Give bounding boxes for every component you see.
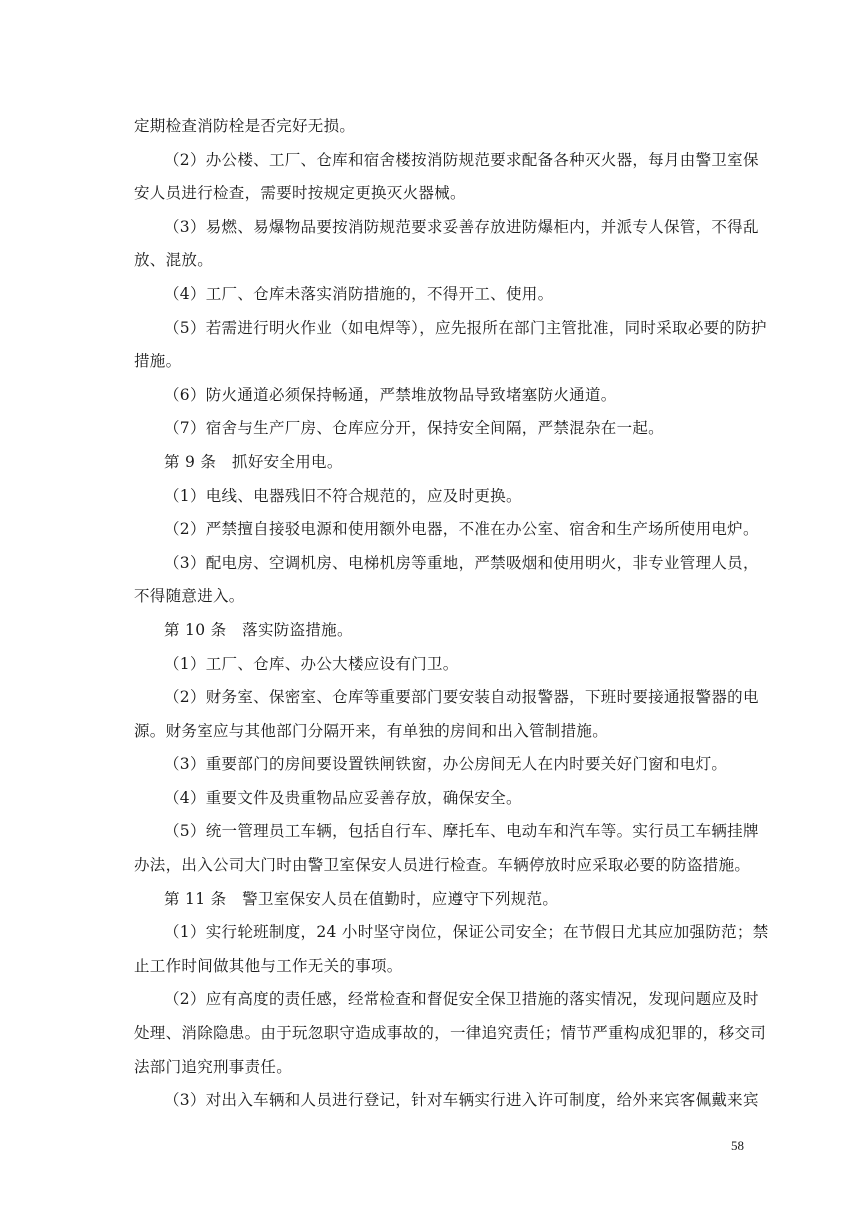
text-line: 定期检查消防栓是否完好无损。 (134, 117, 356, 135)
text-line: （7）宿舍与生产厂房、仓库应分开，保持安全间隔，严禁混杂在一起。 (164, 419, 664, 438)
text-line: 第 10 条 落实防盗措施。 (164, 620, 353, 639)
text-line: 不得随意进入。 (134, 587, 245, 606)
text-line: （5）统一管理员工车辆，包括自行车、摩托车、电动车和汽车等。实行员工车辆挂牌 (164, 822, 759, 841)
text-line: （5）若需进行明火作业（如电焊等），应先报所在部门主管批准，同时采取必要的防护 (164, 318, 767, 337)
text-line: （1）实行轮班制度，24 小时坚守岗位，保证公司安全；在节假日尤其应加强防范；禁 (164, 923, 769, 942)
text-line: （2）办公楼、工厂、仓库和宿舍楼按消防规范要求配备各种灭火器，每月由警卫室保 (164, 150, 759, 169)
text-line: 处理、消除隐患。由于玩忽职守造成事故的，一律追究责任；情节严重构成犯罪的，移交司 (134, 1024, 767, 1043)
text-line: （4）重要文件及贵重物品应妥善存放，确保安全。 (164, 788, 522, 807)
text-line: （3）对出入车辆和人员进行登记，针对车辆实行进入许可制度，给外来宾客佩戴来宾 (164, 1091, 759, 1110)
text-line: 第 11 条 警卫室保安人员在值勤时，应遵守下列规范。 (164, 889, 559, 908)
text-line: 安人员进行检查，需要时按规定更换灭火器械。 (134, 184, 466, 203)
text-line: 法部门追究刑事责任。 (134, 1057, 293, 1076)
text-line: （1）电线、电器残旧不符合规范的，应及时更换。 (164, 486, 522, 505)
text-line: 办法，出入公司大门时由警卫室保安人员进行检查。车辆停放时应采取必要的防盗措施。 (134, 856, 751, 875)
text-line: （4）工厂、仓库未落实消防措施的，不得开工、使用。 (164, 284, 554, 303)
page-number: 58 (731, 1138, 744, 1153)
text-line: 措施。 (134, 352, 182, 371)
text-line: （3）易燃、易爆物品要按消防规范要求妥善存放进防爆柜内，并派专人保管，不得乱 (164, 217, 759, 236)
text-line: 第 9 条 抓好安全用电。 (164, 452, 343, 471)
text-line: 源。财务室应与其他部门分隔开来，有单独的房间和出入管制措施。 (134, 721, 609, 740)
text-line: 止工作时间做其他与工作无关的事项。 (134, 956, 403, 975)
text-line: （2）财务室、保密室、仓库等重要部门要安装自动报警器，下班时要接通报警器的电 (164, 688, 759, 707)
text-line: （1）工厂、仓库、办公大楼应设有门卫。 (164, 654, 459, 673)
text-line: （6）防火通道必须保持畅通，严禁堆放物品导致堵塞防火通道。 (164, 385, 617, 404)
body-text (134, 110, 769, 1118)
text-line: （3）配电房、空调机房、电梯机房等重地，严禁吸烟和使用明火，非专业管理人员， (164, 553, 759, 572)
text-line: 放、混放。 (134, 251, 214, 270)
text-line: （2）严禁擅自接驳电源和使用额外电器，不准在办公室、宿舍和生产场所使用电炉。 (164, 520, 759, 539)
text-line: （3）重要部门的房间要设置铁闸铁窗，办公房间无人在内时要关好门窗和电灯。 (164, 755, 728, 774)
text-line: （2）应有高度的责任感，经常检查和督促安全保卫措施的落实情况，发现问题应及时 (164, 990, 759, 1009)
